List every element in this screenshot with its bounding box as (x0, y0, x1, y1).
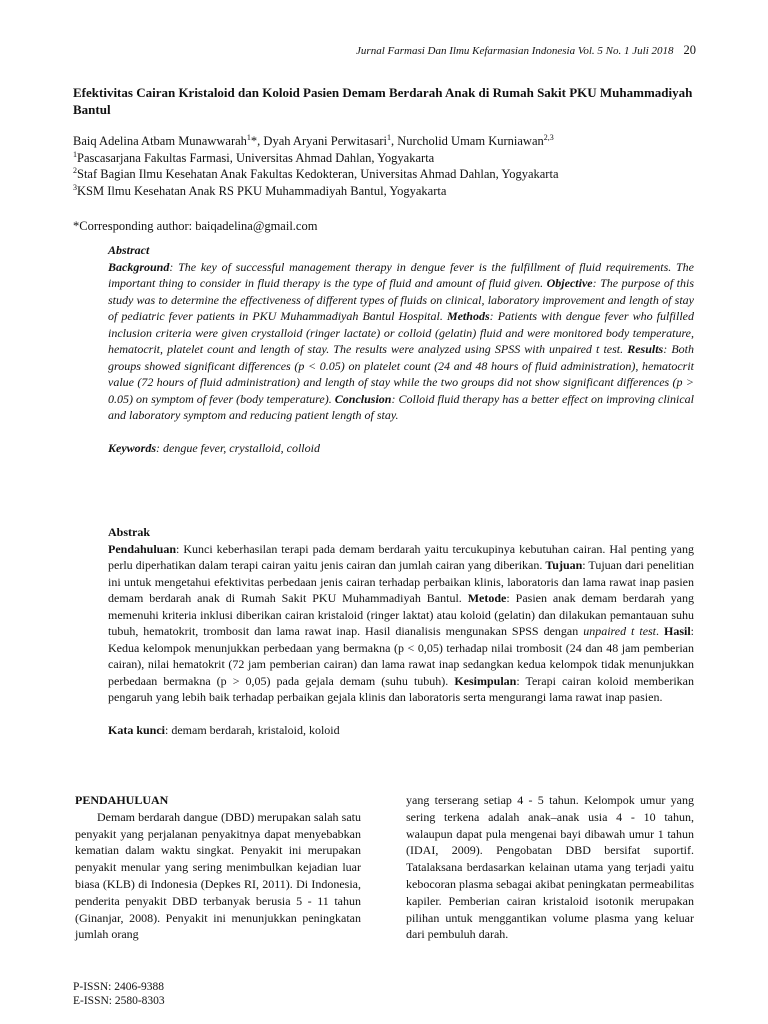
abstract-indonesian (108, 524, 694, 738)
conclusion-label: Conclusion (334, 391, 392, 406)
affiliation-3-number: 3 (73, 182, 77, 192)
affiliation-2-number: 2 (73, 165, 77, 175)
metode-text: : Pasien anak demam berdarah yang memenuhi kriteria inklusi diberikan cairan kristaloid (ringer laktat) atau koloid (gelatin) dan dilakukan pemantauan suhu tubuh, hematokrit, trombosit dan lama rawat inap. Hasil dianalisis mengunakan SPSS dengan (108, 591, 695, 638)
keywords-text: : dengue fever, crystalloid, colloid (156, 440, 320, 455)
author-list (73, 133, 697, 150)
hasil-label: Hasil (664, 624, 691, 638)
results-label: Results (627, 342, 664, 356)
body-column-right (406, 792, 694, 943)
page-number: 20 (683, 43, 696, 57)
methods-text: : Patients with dengue fever who fulfilled inclusion criteria were given crystalloid (ringer lactate) or colloid (gelatin) fluid and were monitored body temperature, hematocrit, platelet count and length of stay. The results were analyzed using SPSS with unpaired t test. (108, 309, 695, 356)
hasil-text: : Kedua kelompok menunjukkan perbedaan yang bermakna (p < 0,05) terhadap nilai trombosit (24 dan 48 jam pemberian cairan), nilai hematokrit (72 jam pemberian cairan) dan lama rawat inap sedangkan kedua kelompok tidak menunjukkan perbedaan bermakna (p > 0,05) pada gejala demam (suhu tubuh). (108, 624, 695, 688)
affiliation-1 (73, 150, 697, 167)
abstrak-body (108, 541, 694, 706)
author-2-affiliation-mark: 1 (387, 132, 391, 142)
body-paragraph-left: Demam berdarah dangue (DBD) merupakan salah satu penyakit yang perjalanan penyakitnya dapat menyebabkan kematian dalam waktu singkat. Penyakit ini merupakan penyakit menular yang sering menimbulkan kejadian luar biasa (KLB) di Indonesia (Depkes RI, 2011). Di Indonesia, penderita penyakit DBD terbanyak berusia 5 - 11 tahun (Ginanjar, 2008). Penyakit ini menunjukkan peningkatan jumlah orang (75, 809, 361, 942)
objective-text: : The purpose of this study was to determine the effectiveness of different types of fluids on clinical, laboratory improvement and length of stay of pediatric fever patients in PKU Muhammadiyah Bantul Hospital. (108, 276, 694, 323)
keywords (108, 440, 694, 457)
article-title: Efektivitas Cairan Kristaloid dan Koloid Pasien Demam Berdarah Anak di Rumah Sakit PKU Muhammadiyah Bantul (73, 85, 693, 117)
issn-footer (73, 980, 165, 1008)
author-3: Nurcholid Umam Kurniawan (397, 134, 544, 148)
kata-kunci-text: : demam berdarah, kristaloid, koloid (165, 722, 340, 737)
abstract-english (108, 242, 694, 456)
affiliation-2 (73, 166, 697, 183)
affiliation-3 (73, 183, 697, 200)
metode-label: Metode (467, 591, 507, 605)
pendahuluan-text: : Kunci keberhasilan terapi pada demam berdarah yaitu tercukupinya kebutuhan cairan. Hal penting yang perlu diperhatikan dalam terapi cairan yaitu jenis cairan dan jumlah cairan yang diberikan. (108, 541, 694, 572)
e-issn: E-ISSN: 2580-8303 (73, 995, 165, 1007)
author-3-affiliation-mark: 2,3 (543, 132, 554, 142)
running-header (356, 43, 696, 58)
metode-italic-term: unpaired t test (583, 624, 657, 638)
corresponding-author: *Corresponding author: baiqadelina@gmail.com (73, 219, 318, 233)
kata-kunci (108, 722, 694, 739)
background-label: Background (108, 259, 170, 274)
author-separator: , (391, 134, 398, 148)
abstrak-heading: Abstrak (108, 525, 151, 539)
results-text: : Both groups showed significant differences (p < 0.05) on platelet count (24 and 48 hours of fluid administration), hematocrit value (72 hours of fluid administration) and length of stay while the two groups did not show significant differences (p > 0.05) on symptom of fever (body temperature). (108, 342, 694, 406)
abstract-body (108, 259, 694, 424)
metode-text-end: . (656, 624, 664, 638)
p-issn: P-ISSN: 2406-9388 (73, 981, 165, 993)
body-paragraph-right: yang terserang setiap 4 - 5 tahun. Kelompok umur yang sering terkena adalah anak–anak usia 4 - 10 tahun, walaupun dapat pula mengenai bayi dibawah umur 1 tahun (IDAI, 2009). Pengobatan DBD bersifat suportif. Tatalaksana berdasarkan kelainan utama yang terjadi yaitu kebocoran plasma sebagai akibat peningkatan permeabilitas kapiler. Pemberian cairan kristaloid isotonik merupakan pilihan untuk menggantikan volume plasma yang keluar dari pembuluh darah. (406, 793, 694, 942)
methods-label: Methods (446, 309, 490, 323)
background-text: : The key of successful management therapy in dengue fever is the fulfillment of fluid requirements. The important thing to consider in fluid therapy is the type of fluid and amount of fluid given. (108, 259, 694, 290)
author-1: Baiq Adelina Atbam Munawwarah (73, 134, 247, 148)
pendahuluan-label: Pendahuluan (108, 541, 177, 556)
journal-citation: Jurnal Farmasi Dan Ilmu Kefarmasian Indonesia Vol. 5 No. 1 Juli 2018 (356, 45, 674, 57)
affiliation-2-text: Staf Bagian Ilmu Kesehatan Anak Fakultas Kedokteran, Universitas Ahmad Dahlan, Yogyakarta (77, 167, 559, 181)
abstract-heading: Abstract (108, 243, 150, 257)
author-1-affiliation-mark: 1 (246, 132, 251, 142)
kata-kunci-label: Kata kunci (108, 722, 166, 737)
author-block (73, 133, 697, 199)
section-heading: PENDAHULUAN (75, 793, 169, 807)
conclusion-text: : Colloid fluid therapy has a better effect on improving clinical and laboratory symptom and reducing patient length of stay. (108, 391, 695, 422)
corresponding-mark: *, (250, 134, 264, 148)
keywords-label: Keywords (108, 440, 156, 455)
objective-label: Objective (546, 276, 593, 290)
kesimpulan-text: : Terapi cairan koloid memberikan pengaruh yang lebih baik terhadap perbaikan gejala klinis dan laboratoris serta mengurangi lama rawat inap pasien. (108, 673, 695, 704)
affiliation-3-text: KSM Ilmu Kesehatan Anak RS PKU Muhammadiyah Bantul, Yogyakarta (77, 183, 447, 198)
affiliation-1-text: Pascasarjana Fakultas Farmasi, Universitas Ahmad Dahlan, Yogyakarta (77, 150, 435, 165)
affiliation-1-number: 1 (73, 149, 77, 159)
tujuan-text: : Tujuan dari penelitian ini untuk mengetahui efektivitas perbedaan jenis cairan terhadap perbaikan klinis, laboratoris dan lama rawat inap pasien demam berdarah anak di Rumah Sakit PKU Muhammadiyah Bantul. (108, 558, 695, 605)
kesimpulan-label: Kesimpulan (454, 673, 517, 688)
tujuan-label: Tujuan (545, 558, 583, 572)
body-column-left (75, 792, 361, 943)
author-2: Dyah Aryani Perwitasari (263, 134, 387, 148)
